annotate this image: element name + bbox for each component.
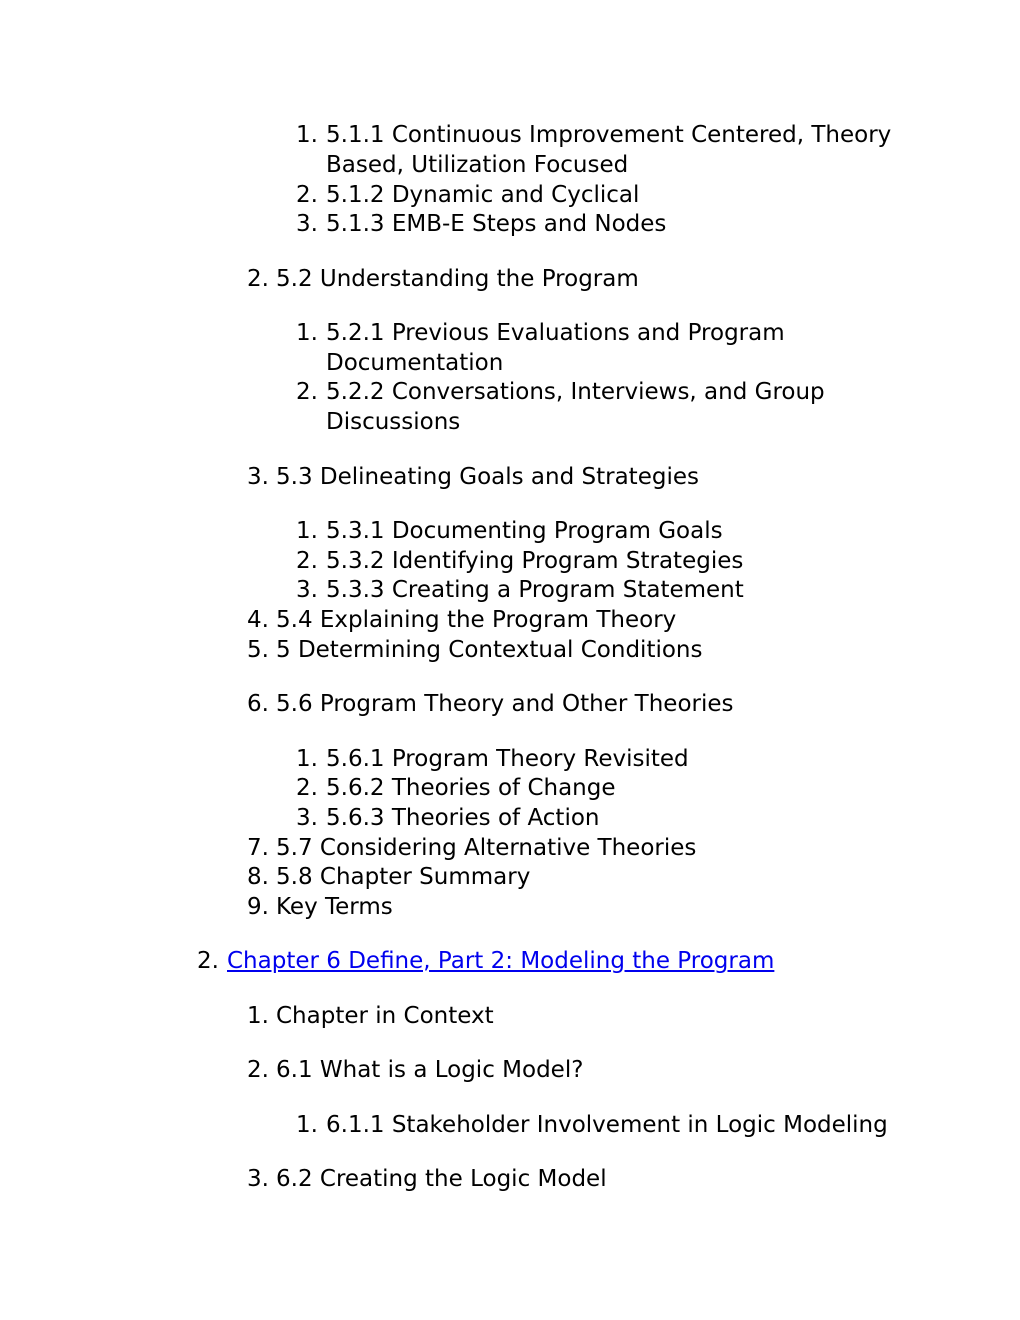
list-number: 1. — [296, 518, 318, 544]
list-number: 5. — [247, 637, 269, 663]
toc-item-label: 5.2.2 Conversations, Interviews, and Group — [326, 379, 825, 405]
toc-item-label: Based, Utilization Focused — [326, 152, 629, 178]
toc-item-label: Documentation — [326, 350, 504, 376]
list-number: 4. — [247, 607, 269, 633]
toc-item-label: 5.3.3 Creating a Program Statement — [326, 577, 744, 603]
toc-item-label: 5.1.1 Continuous Improvement Centered, Theory — [326, 122, 892, 148]
list-number: 2. — [296, 775, 318, 801]
toc-item-label: Key Terms — [276, 894, 393, 920]
toc-item-label: 5.2.1 Previous Evaluations and Program — [326, 320, 785, 346]
toc-item-label: 5.8 Chapter Summary — [276, 864, 531, 890]
toc-item-label: 5.6.2 Theories of Change — [326, 775, 616, 801]
list-number: 1. — [296, 320, 318, 346]
toc-item-label: 5.1.3 EMB-E Steps and Nodes — [326, 211, 667, 237]
list-number: 1. — [296, 122, 318, 148]
list-number: 2. — [296, 182, 318, 208]
toc-item-label: 5.6 Program Theory and Other Theories — [276, 691, 734, 717]
list-number: 2. — [247, 266, 269, 292]
chapter-6-link[interactable]: Chapter 6 Define, Part 2: Modeling the Program — [227, 948, 775, 974]
list-number: 3. — [247, 1166, 269, 1192]
toc-item-label: 6.1.1 Stakeholder Involvement in Logic Modeling — [326, 1112, 888, 1138]
list-number: 8. — [247, 864, 269, 890]
list-number: 2. — [197, 948, 219, 974]
toc-item-label: 6.2 Creating the Logic Model — [276, 1166, 607, 1192]
list-number: 2. — [296, 548, 318, 574]
list-number: 3. — [296, 577, 318, 603]
list-number: 7. — [247, 835, 269, 861]
toc-item-label: 5.3.1 Documenting Program Goals — [326, 518, 723, 544]
toc-item-label: 5 Determining Contextual Conditions — [276, 637, 703, 663]
list-number: 2. — [247, 1057, 269, 1083]
toc-item-label: 5.6.3 Theories of Action — [326, 805, 600, 831]
list-number: 3. — [296, 211, 318, 237]
list-number: 2. — [296, 379, 318, 405]
toc-item-label: 5.7 Considering Alternative Theories — [276, 835, 697, 861]
list-number: 3. — [296, 805, 318, 831]
toc-item-label: 5.4 Explaining the Program Theory — [276, 607, 677, 633]
list-number: 1. — [247, 1003, 269, 1029]
list-number: 9. — [247, 894, 269, 920]
list-number: 3. — [247, 464, 269, 490]
toc-item-label: 5.3.2 Identifying Program Strategies — [326, 548, 744, 574]
toc-item-label: 5.2 Understanding the Program — [276, 266, 639, 292]
list-number: 6. — [247, 691, 269, 717]
toc-item-label: 5.6.1 Program Theory Revisited — [326, 746, 689, 772]
list-number: 1. — [296, 1112, 318, 1138]
list-number: 1. — [296, 746, 318, 772]
toc-item-label: 6.1 What is a Logic Model? — [276, 1057, 584, 1083]
toc-item-label: 5.3 Delineating Goals and Strategies — [276, 464, 699, 490]
toc-item-label: Discussions — [326, 409, 461, 435]
toc-item-label: Chapter in Context — [276, 1003, 494, 1029]
toc-item-label: 5.1.2 Dynamic and Cyclical — [326, 182, 640, 208]
